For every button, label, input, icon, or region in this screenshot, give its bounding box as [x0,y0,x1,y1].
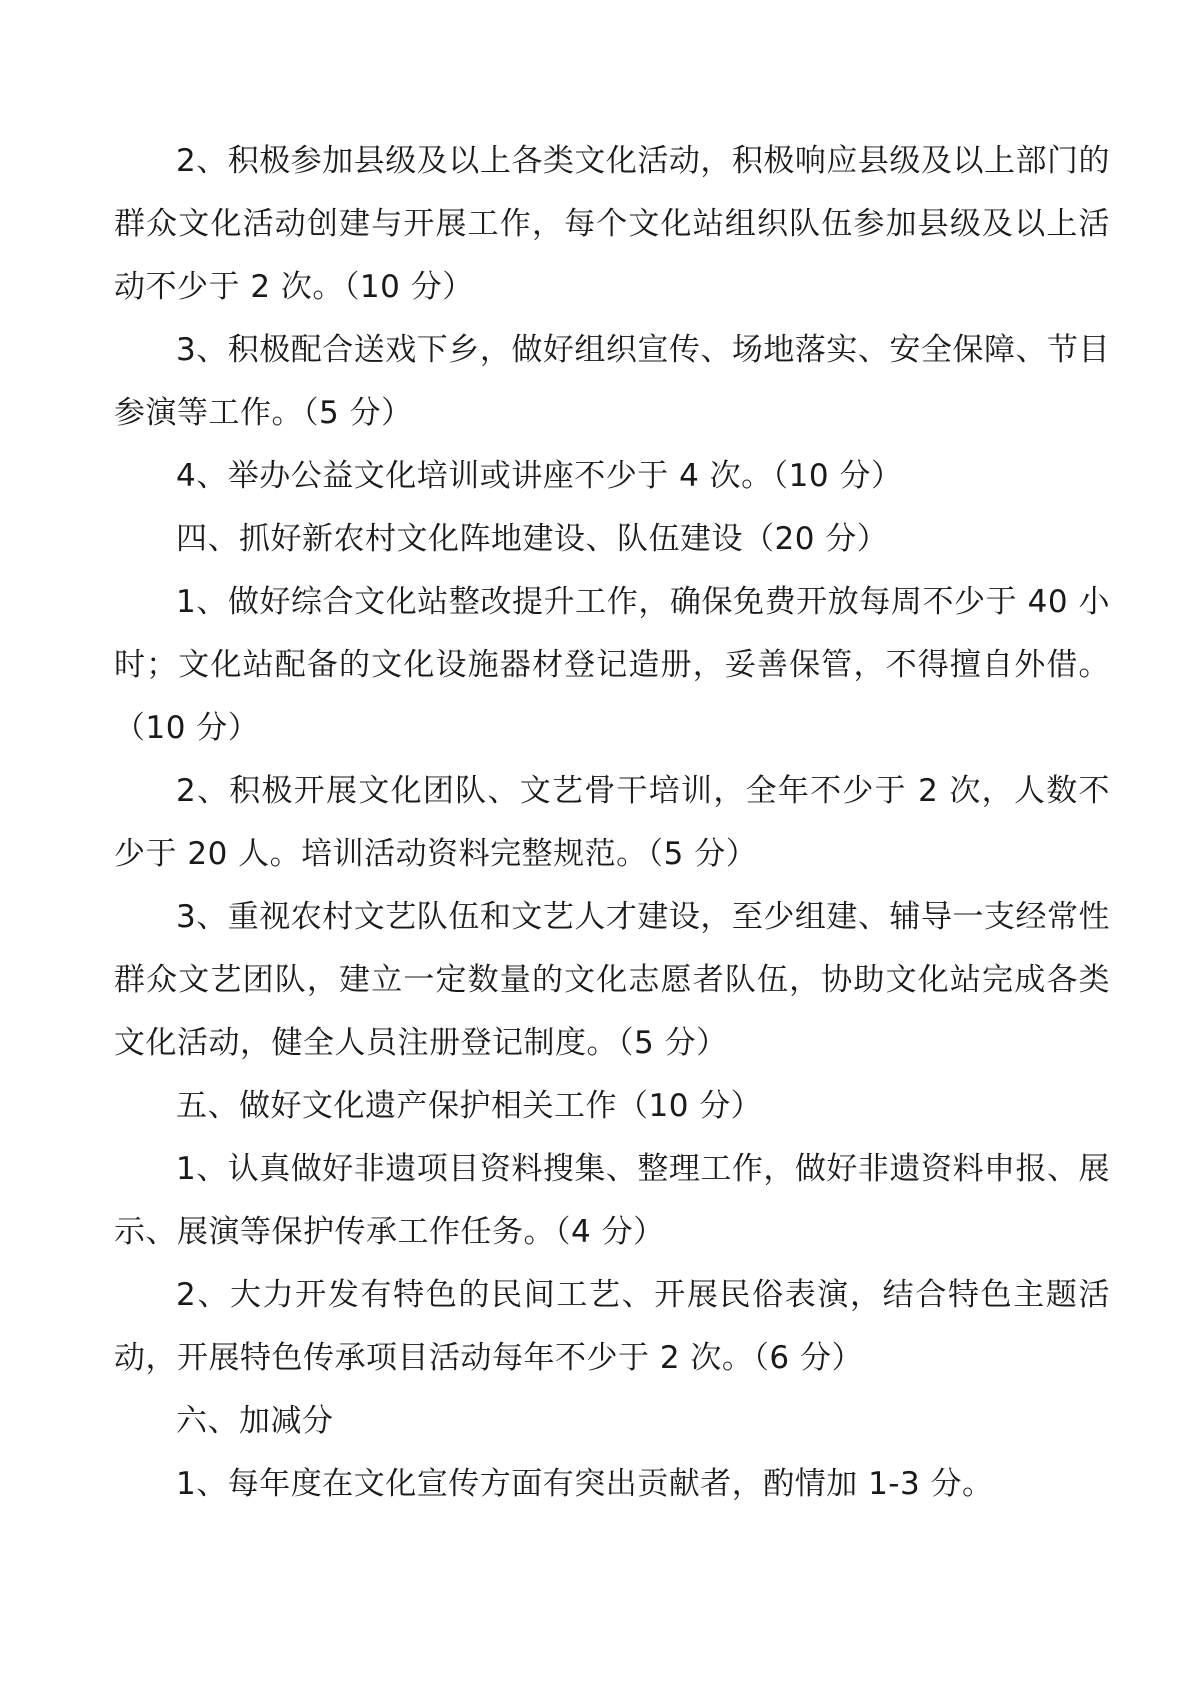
paragraph-team-training: 2、积极开展文化团队、文艺骨干培训，全年不少于 2 次，人数不少于 20 人。培训活动资料完整规范。（5 分） [114,773,1110,872]
paragraph-bonus-points: 1、每年度在文化宣传方面有突出贡献者，酌情加 1-3 分。 [176,1466,994,1502]
paragraph-heritage-materials: 1、认真做好非遗项目资料搜集、整理工作，做好非遗资料申报、展示、展演等保护传承工作任务。（4 分） [114,1151,1110,1250]
paragraph-talent-building: 3、重视农村文艺队伍和文艺人才建设，至少组建、辅导一支经常性群众文艺团队，建立一定数量的文化志愿者队伍，协助文化站完成各类文化活动，健全人员注册登记制度。（5 分） [114,899,1110,1061]
paragraph-folk-craft: 2、大力开发有特色的民间工艺、开展民俗表演，结合特色主题活动，开展特色传承项目活动每年不少于 2 次。（6 分） [114,1277,1110,1376]
paragraph-station-upgrade: 1、做好综合文化站整改提升工作，确保免费开放每周不少于 40 小时；文化站配备的文化设施器材登记造册，妥善保管，不得擅自外借。（10 分） [114,584,1110,746]
section-heading-rural-culture: 四、抓好新农村文化阵地建设、队伍建设（20 分） [176,521,889,557]
section-heading-bonus: 六、加减分 [176,1403,334,1439]
paragraph-opera-to-countryside: 3、积极配合送戏下乡，做好组织宣传、场地落实、安全保障、节目参演等工作。（5 分） [114,332,1110,431]
paragraph-activity-participation: 2、积极参加县级及以上各类文化活动，积极响应县级及以上部门的群众文化活动创建与开展工作，每个文化站组织队伍参加县级及以上活动不少于 2 次。（10 分） [114,143,1110,305]
paragraph-training-lectures: 4、举办公益文化培训或讲座不少于 4 次。（10 分） [176,458,903,494]
section-heading-heritage: 五、做好文化遗产保护相关工作（10 分） [176,1088,763,1124]
